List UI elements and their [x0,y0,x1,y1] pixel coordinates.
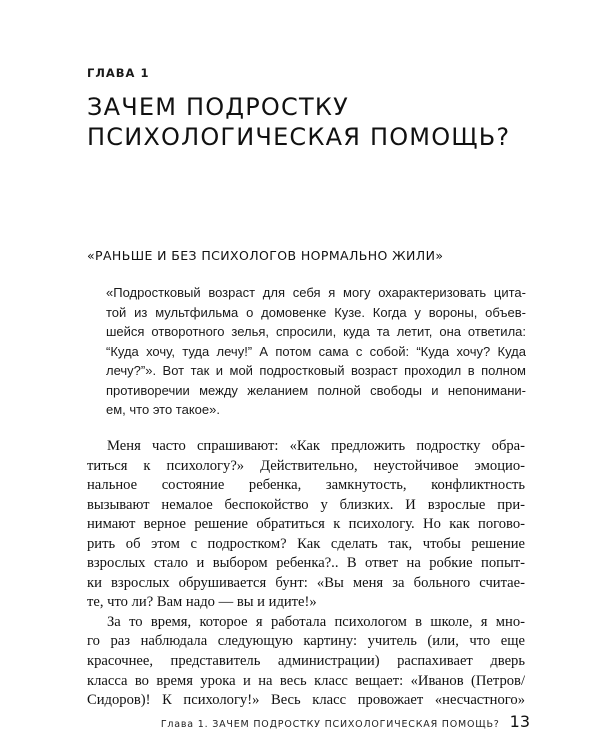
paragraph-line: класса во время урока и на весь класс вещает: «Иванов (Петров/ [87,672,525,689]
paragraph-line: взрослых стало и выбором ребенка?.. В ответ на робкие попыт- [87,555,525,572]
page-number: 13 [509,712,530,731]
running-head: Глава 1. ЗАЧЕМ ПОДРОСТКУ ПСИХОЛОГИЧЕСКАЯ ПОМОЩЬ? [160,719,500,730]
paragraph-line: нимают верное решение обратиться к психологу. Но как погово- [87,516,525,533]
paragraph [87,437,525,613]
paragraph [87,613,525,711]
paragraph-line: вызывают немалое беспокойство у близких. И взрослые при- [87,496,525,513]
epigraph-quote [106,283,526,420]
section-heading: «РАНЬШЕ И БЕЗ ПСИХОЛОГОВ НОРМАЛЬНО ЖИЛИ» [87,248,444,263]
epigraph-line: «Подростковый возраст для себя я могу охарактеризовать цита- [106,285,526,300]
paragraph-line: Сидоров)! К психологу!» Весь класс провожает «несчастного» [87,692,525,709]
epigraph-line: противоречии между желанием полной свободы и непонимани- [106,382,526,398]
paragraph-line: нальное состояние ребенка, замкнутость, конфликтность [87,477,525,494]
epigraph-line: ем, что это такое». [106,402,220,417]
chapter-title [87,92,527,152]
chapter-label: ГЛАВА 1 [87,66,150,80]
epigraph-line: лечу?”». Вот так и мой подростковый возраст проходил в полном [106,363,526,378]
paragraph-line: За то время, которое я работала психологом в школе, я мно- [107,613,525,630]
epigraph-line: той из мультфильма о домовенке Кузе. Когда у вороны, объев- [106,304,526,320]
paragraph-line: красочнее, представитель администрации) распахивает дверь [87,653,525,670]
page-footer [140,712,530,731]
body-text [87,437,525,711]
paragraph-line: титься к психологу?» Действительно, неустойчивое эмоцио- [87,457,525,474]
chapter-title-line: ЗАЧЕМ ПОДРОСТКУ [87,93,349,121]
epigraph-line: “Куда хочу, туда лечу!” А потом сама с собой: “Куда хочу? Куда [106,343,526,359]
paragraph-line: те, что ли? Вам надо — вы и идите!» [87,594,317,611]
paragraph-line: Меня часто спрашивают: «Как предложить подростку обра- [107,438,525,454]
chapter-title-line: ПСИХОЛОГИЧЕСКАЯ ПОМОЩЬ? [87,123,511,151]
paragraph-line: рить об этом с подростком? Как сделать так, чтобы решение [87,535,525,552]
paragraph-line: ки взрослых обрушивается бунт: «Вы меня за больного считае- [87,574,525,591]
paragraph-line: го раз наблюдала следующую картину: учитель (или, что еще [87,633,525,650]
epigraph-line: шейся отворотного зелья, спросили, куда та летит, она ответила: [106,324,526,339]
